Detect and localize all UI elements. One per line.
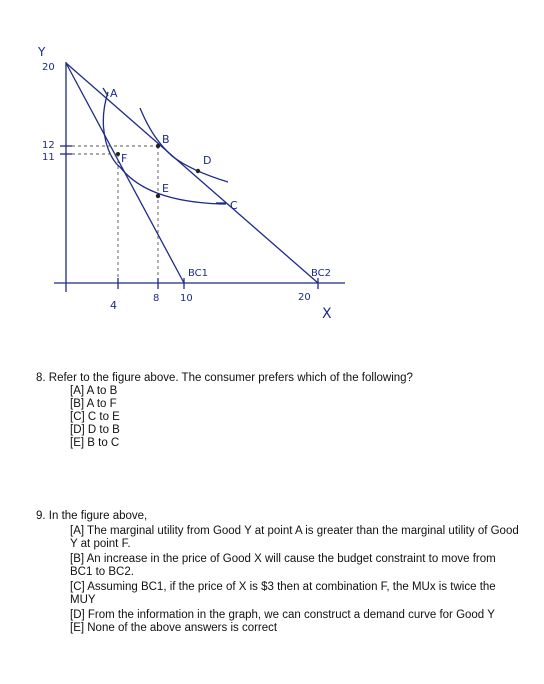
- budget-line-bc2: [66, 63, 318, 283]
- x-tick-10: 10: [180, 293, 193, 304]
- y-tick-20: 20: [42, 62, 55, 73]
- q8-option-c: [C] C to E: [70, 411, 120, 423]
- point-f-dot: [116, 152, 120, 156]
- question-8: [36, 372, 516, 450]
- y-tick-12: 12: [42, 140, 55, 151]
- point-label-c: C: [230, 199, 238, 212]
- point-label-d: D: [203, 154, 212, 167]
- x-tick-20: 20: [298, 292, 311, 303]
- question-9-stem: 9. In the figure above,: [36, 510, 148, 522]
- q8-option-b: [B] A to F: [70, 398, 117, 410]
- line-label-bc2: BC2: [311, 268, 332, 279]
- q9-option-b: [B] An increase in the price of Good X will cause the budget constraint to move from BC1 to BC2.: [70, 553, 496, 578]
- point-e-dot: [156, 194, 160, 198]
- line-label-bc1: BC1: [188, 268, 209, 279]
- point-d-dot: [196, 169, 200, 173]
- point-label-e: E: [162, 182, 169, 195]
- q8-option-e: [E] B to C: [70, 437, 120, 449]
- point-label-f: F: [121, 152, 128, 165]
- x-tick-8: 8: [153, 293, 160, 304]
- y-axis-label: Y: [38, 45, 46, 59]
- q9-option-c: [C] Assuming BC1, if the price of X is $3 then at combination F, the MUx is twice the MUY: [70, 581, 496, 606]
- marker-a: [103, 88, 108, 96]
- x-tick-4: 4: [110, 299, 117, 312]
- point-label-a: A: [110, 87, 118, 100]
- question-9: [36, 510, 520, 635]
- y-tick-11: 11: [42, 152, 55, 163]
- q9-option-e: [E] None of the above answers is correct: [70, 622, 278, 634]
- question-8-stem: 8. Refer to the figure above. The consumer prefers which of the following?: [36, 372, 413, 384]
- q8-option-d: [D] D to B: [70, 424, 120, 436]
- indifference-curve-upper: [140, 108, 228, 182]
- point-b-dot: [156, 144, 160, 148]
- q9-option-a: [A] The marginal utility from Good Y at point A is greater than the marginal utility of Good Y at point F.: [70, 525, 519, 550]
- q8-option-a: [A] A to B: [70, 385, 118, 397]
- point-label-b: B: [162, 133, 170, 146]
- indifference-curve-figure: [0, 0, 544, 330]
- q9-option-d: [D] From the information in the graph, we can construct a demand curve for Good Y: [70, 609, 495, 621]
- x-axis-label: X: [322, 306, 332, 322]
